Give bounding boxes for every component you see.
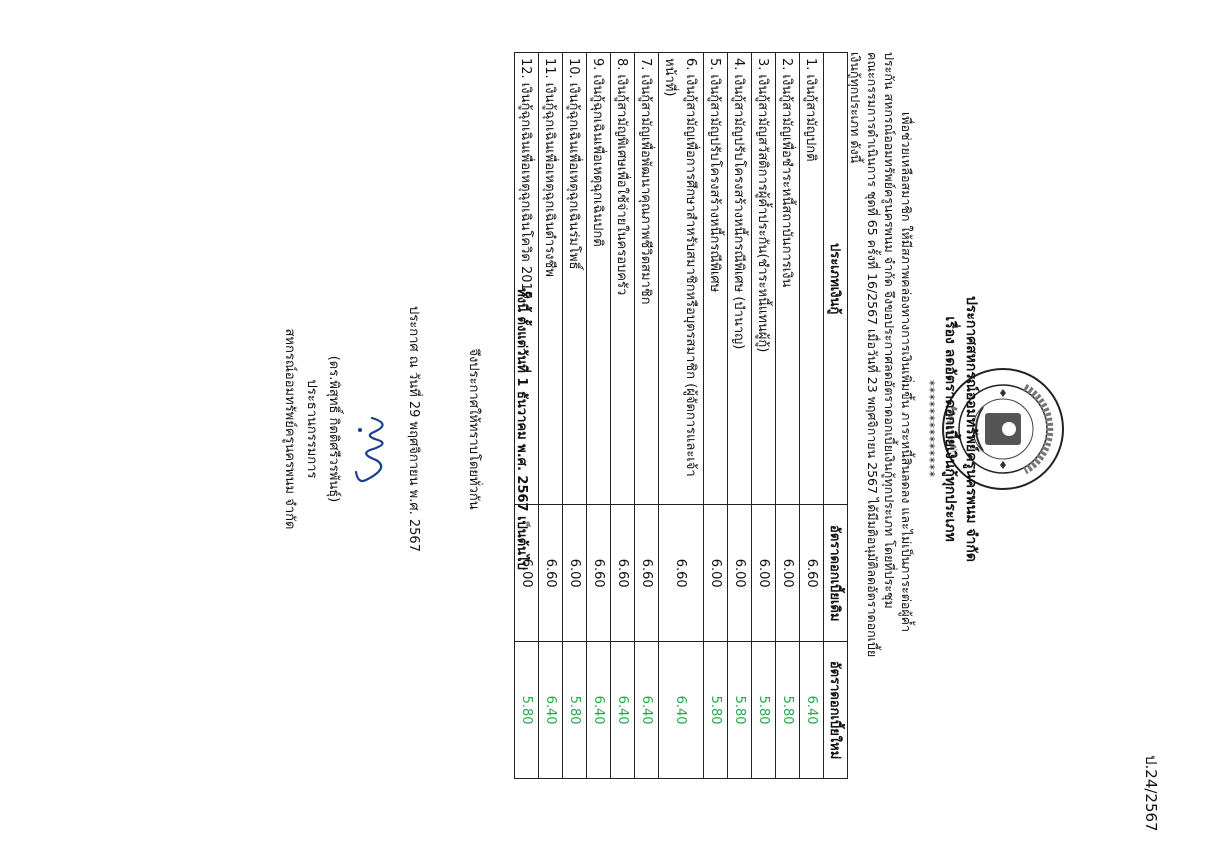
body-line-3: คณะกรรมการดำเนินการ ชุดที่ 65 ครั้งที่ 16/2567 เมื่อวันที่ 23 พฤศจิกายน 2567 ได้มีมติอนุมัติลดอัตราดอกเบี้ย (865, 52, 880, 658)
table-row (752, 53, 776, 779)
old-rate-cell: 6.60 (659, 505, 704, 642)
new-rate-cell: 6.40 (539, 642, 563, 779)
interest-rate-table (514, 52, 848, 779)
new-rate-cell: 6.40 (611, 642, 635, 779)
loan-type-cell: 2. เงินกู้สามัญเพื่อชำระหนี้สถาบันการเงิน (776, 53, 800, 505)
old-rate-cell: 6.60 (635, 505, 659, 642)
old-rate-cell: 6.00 (776, 505, 800, 642)
new-rate-cell: 6.40 (800, 642, 824, 779)
table-row (539, 53, 563, 779)
loan-type-cell: 12. เงินกู้ฉุกเฉินเพื่อเหตุฉุกเฉินโควิด 2019 (515, 53, 539, 505)
new-rate-cell: 5.80 (515, 642, 539, 779)
announcement-body (847, 52, 915, 807)
new-rate-cell: 5.80 (776, 642, 800, 779)
table-row (728, 53, 752, 779)
header-old-rate: อัตราดอกเบี้ยเดิม (824, 505, 848, 642)
table-row (611, 53, 635, 779)
signer-name: (ดร.พิสุทธิ์ กิตติศรีวรพันธุ์) (326, 355, 341, 503)
announce-date: ประกาศ ณ วันที่ 29 พฤศจิกายน พ.ศ. 2567 (406, 306, 421, 552)
loan-type-cell: 9. เงินกู้ฉุกเฉินเพื่อเหตุฉุกเฉินปกติ (587, 53, 611, 505)
handwritten-signature (350, 410, 400, 490)
table-row (776, 53, 800, 779)
header-new-rate: อัตราดอกเบี้ยใหม่ (824, 642, 848, 779)
table-row (563, 53, 587, 779)
loan-type-cell: 1. เงินกู้สามัญปกติ (800, 53, 824, 505)
loan-type-cell: 10. เงินกู้ฉุกเฉินเพื่อเหตุฉุกเฉินร่มโพธิ์ (563, 53, 587, 505)
table-row (659, 53, 704, 779)
loan-type-cell: 4. เงินกู้สามัญปรับโครงสร้างหนี้กรณีพิเศษ (บำนาญ) (728, 53, 752, 505)
announce-line: จึงประกาศให้ทราบโดยทั่วกัน (466, 348, 481, 510)
separator-stars: ************** (923, 380, 937, 478)
effective-date: ทั้งนี้ ตั้งแต่วันที่ 1 ธันวาคม พ.ศ. 2567 เป็นต้นไป (514, 288, 529, 570)
document-number: ป.24/2567 (1142, 755, 1160, 832)
old-rate-cell: 6.00 (704, 505, 728, 642)
header-loan-type: ประเภทเงินกู้ (824, 53, 848, 505)
body-line-2: ประกัน สหกรณ์ออมทรัพย์ครูนครพนม จำกัด จึงขอประกาศลดอัตราดอกเบี้ยเงินกู้ทุกประเภท โดยที่ประชุม (882, 52, 897, 609)
new-rate-cell: 5.80 (704, 642, 728, 779)
old-rate-cell: 6.00 (728, 505, 752, 642)
table-row (587, 53, 611, 779)
new-rate-cell: 6.40 (587, 642, 611, 779)
new-rate-cell: 6.40 (635, 642, 659, 779)
old-rate-cell: 6.00 (515, 505, 539, 642)
loan-type-cell: 8. เงินกู้สามัญพิเศษเพื่อใช้จ่ายในครอบครัว (611, 53, 635, 505)
loan-type-cell: 11. เงินกู้ฉุกเฉินเพื่อเหตุฉุกเฉินดำรงชีพ (539, 53, 563, 505)
loan-type-cell: 3. เงินกู้สามัญสวัสดิการผู้ค้ำประกัน(ชำระหนี้แทนผู้กู้) (752, 53, 776, 505)
old-rate-cell: 6.60 (611, 505, 635, 642)
loan-type-cell: 7. เงินกู้สามัญเพื่อพัฒนาคุณภาพชีวิตสมาชิก (635, 53, 659, 505)
old-rate-cell: 6.60 (587, 505, 611, 642)
signer-title: ประธานกรรมการ (304, 379, 319, 479)
old-rate-cell: 6.60 (539, 505, 563, 642)
new-rate-cell: 5.80 (563, 642, 587, 779)
old-rate-cell: 6.00 (752, 505, 776, 642)
body-line-4: เงินกู้ทุกประเภท ดังนี้ (848, 52, 863, 164)
table-header-row (824, 53, 848, 779)
table-row (800, 53, 824, 779)
loan-type-cell: 5. เงินกู้สามัญปรับโครงสร้างหนี้กรณีพิเศษ (704, 53, 728, 505)
new-rate-cell: 5.80 (752, 642, 776, 779)
table-row (635, 53, 659, 779)
table-row (704, 53, 728, 779)
announcement-subject: เรื่อง ลดอัตราดอกเบี้ยเงินกู้ทุกประเภท (942, 316, 958, 542)
announcement-title: ประกาศสหกรณ์ออมทรัพย์ครูนครพนม จำกัด (963, 295, 979, 562)
new-rate-cell: 6.40 (659, 642, 704, 779)
old-rate-cell: 6.60 (800, 505, 824, 642)
signer-organization: สหกรณ์ออมทรัพย์ครูนครพนม จำกัด (282, 328, 297, 530)
new-rate-cell: 5.80 (728, 642, 752, 779)
body-line-1: เพื่อช่วยเหลือสมาชิก ให้มีสภาพคล่องทางการเงินเพิ่มขึ้น ภาระหนี้สินลดลง และไม่เป็นภาระต่อผู้ค้ำ (899, 112, 914, 633)
old-rate-cell: 6.00 (563, 505, 587, 642)
loan-type-cell: 6. เงินกู้สามัญเพื่อการศึกษาสำหรับสมาชิกหรือบุตรสมาชิก (ผู้จัดการและเจ้าหน้าที่) (659, 53, 704, 505)
